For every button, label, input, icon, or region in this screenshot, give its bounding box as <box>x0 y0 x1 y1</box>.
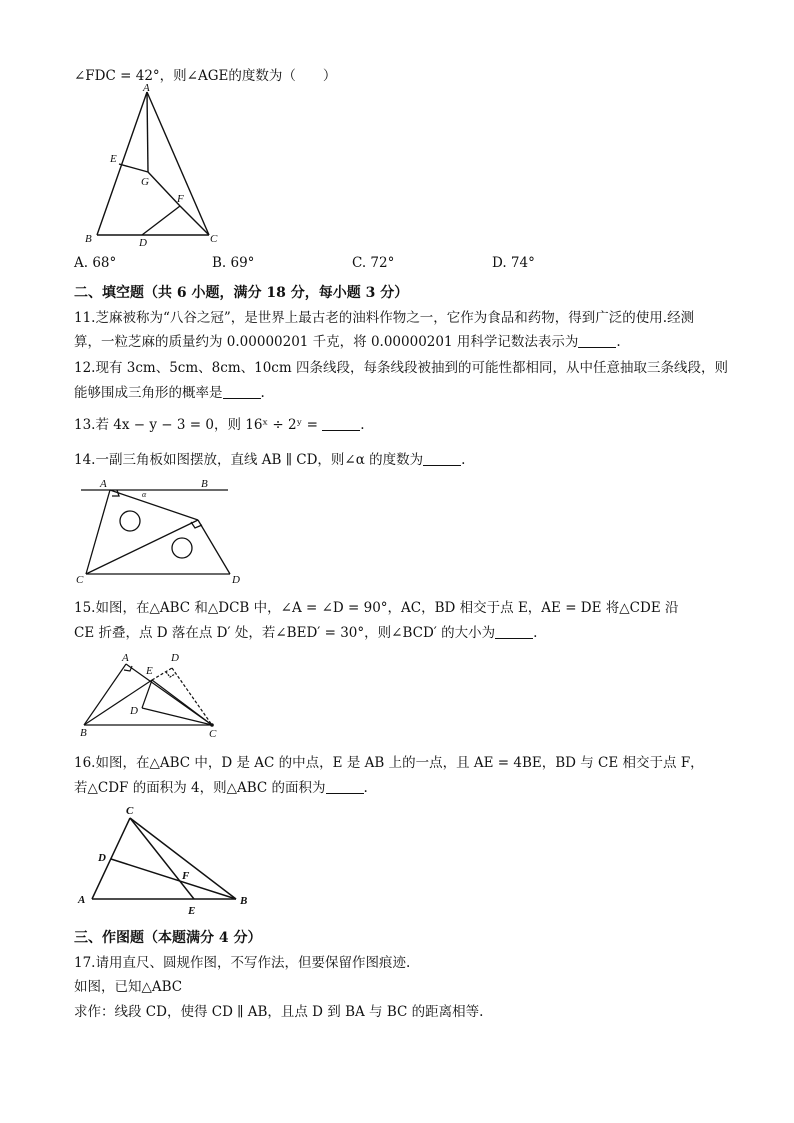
q14-label-alpha: α <box>142 490 147 499</box>
q15-line1: 15.如图，在△ABC 和△DCB 中，∠A = ∠D = 90°，AC，BD 相交于点 E，AE = DE 将△CDE 沿 <box>74 600 679 616</box>
q10-option-b: B. 69° <box>212 255 255 271</box>
q15-line2: CE 折叠，点 D 落在点 D′ 处，若∠BED′ = 30°，则∠BCD′ 的大小为 . <box>74 625 538 641</box>
q11-line2-text: 算，一粒芝麻的质量约为 0.00000201 千克，将 0.00000201 用科学记数法表示为 <box>74 334 579 350</box>
q10-label-g: G <box>141 176 149 188</box>
q16-label-b: B <box>240 895 248 907</box>
q10-triangle-figure <box>82 82 242 252</box>
q15-line2-text: CE 折叠，点 D 落在点 D′ 处，若∠BED′ = 30°，则∠BCD′ 的大小为 <box>74 625 496 641</box>
q10-option-a: A. 68° <box>74 255 117 271</box>
q14-label-d: D <box>232 574 240 586</box>
q17-line1: 17.请用直尺、圆规作图，不写作法，但要保留作图痕迹. <box>74 955 411 971</box>
q16-label-c: C <box>126 805 134 817</box>
q15-label-d-prime: D <box>171 652 179 664</box>
q15-label-b: B <box>80 727 87 739</box>
q10-option-c: C. 72° <box>352 255 395 271</box>
q10-option-d: D. 74° <box>492 255 535 271</box>
q16-label-a: A <box>78 894 86 906</box>
q16-line1: 16.如图，在△ABC 中，D 是 AC 的中点，E 是 AB 上的一点，且 AE = 4BE，BD 与 CE 相交于点 F， <box>74 755 704 771</box>
section-2-heading: 二、填空题（共 6 小题，满分 18 分，每小题 3 分） <box>74 285 409 301</box>
q14-set-squares-figure <box>78 476 248 586</box>
q10-label-e: E <box>110 153 117 165</box>
q11-answer-blank <box>578 333 616 348</box>
q15-fold-figure <box>78 650 228 740</box>
q10-label-a: A <box>143 82 150 94</box>
q15-label-e: E <box>146 665 153 677</box>
q16-answer-blank <box>326 779 364 794</box>
q15-label-d: D <box>130 705 138 717</box>
q10-label-c: C <box>210 233 218 245</box>
q16-triangle-figure <box>76 806 276 916</box>
q14-label-a: A <box>100 478 107 490</box>
q16-line2: 若△CDF 的面积为 4，则△ABC 的面积为 . <box>74 780 368 796</box>
q14-label-c: C <box>76 574 84 586</box>
q10-label-f: F <box>177 193 184 205</box>
q17-line2: 如图，已知△ABC <box>74 979 183 995</box>
q16-label-d: D <box>98 852 106 864</box>
q12-line2-text: 能够围成三角形的概率是 <box>74 385 223 401</box>
q10-label-b: B <box>85 233 92 245</box>
q16-line2-text: 若△CDF 的面积为 4，则△ABC 的面积为 <box>74 780 326 796</box>
q15-answer-blank <box>495 624 533 639</box>
section-3-heading: 三、作图题（本题满分 4 分） <box>74 930 262 946</box>
q12-line1: 12.现有 3cm、5cm、8cm、10cm 四条线段，每条线段被抽到的可能性都相同，从中任意抽取三条线段，则 <box>74 360 728 376</box>
q12-answer-blank <box>223 384 261 399</box>
q13-text: 13.若 4x − y − 3 = 0，则 16ˣ ÷ 2ʸ = <box>74 417 323 433</box>
q17-line3: 求作：线段 CD，使得 CD ∥ AB，且点 D 到 BA 与 BC 的距离相等. <box>74 1004 484 1020</box>
q10-label-d: D <box>139 237 147 249</box>
q14-label-b: B <box>201 478 208 490</box>
q16-label-f: F <box>182 870 190 882</box>
q16-label-e: E <box>188 905 196 917</box>
q15-label-a: A <box>122 652 129 664</box>
q14-answer-blank <box>423 451 461 466</box>
q13-answer-blank <box>322 416 360 431</box>
q12-line2: 能够围成三角形的概率是 . <box>74 385 265 401</box>
q14-text: 14.一副三角板如图摆放，直线 AB ∥ CD，则∠α 的度数为 <box>74 452 424 468</box>
q10-condition-text: ∠FDC = 42°，则∠AGE的度数为（ ） <box>74 68 337 84</box>
q14-line: 14.一副三角板如图摆放，直线 AB ∥ CD，则∠α 的度数为 . <box>74 452 466 468</box>
q15-label-c: C <box>209 728 217 740</box>
q13-line: 13.若 4x − y − 3 = 0，则 16ˣ ÷ 2ʸ = . <box>74 417 365 433</box>
q11-line2: 算，一粒芝麻的质量约为 0.00000201 千克，将 0.00000201 用科学记数法表示为 . <box>74 334 621 350</box>
q11-line1: 11.芝麻被称为“八谷之冠”，是世界上最古老的油料作物之一，它作为食品和药物，得到广泛的使用.经测 <box>74 310 695 326</box>
